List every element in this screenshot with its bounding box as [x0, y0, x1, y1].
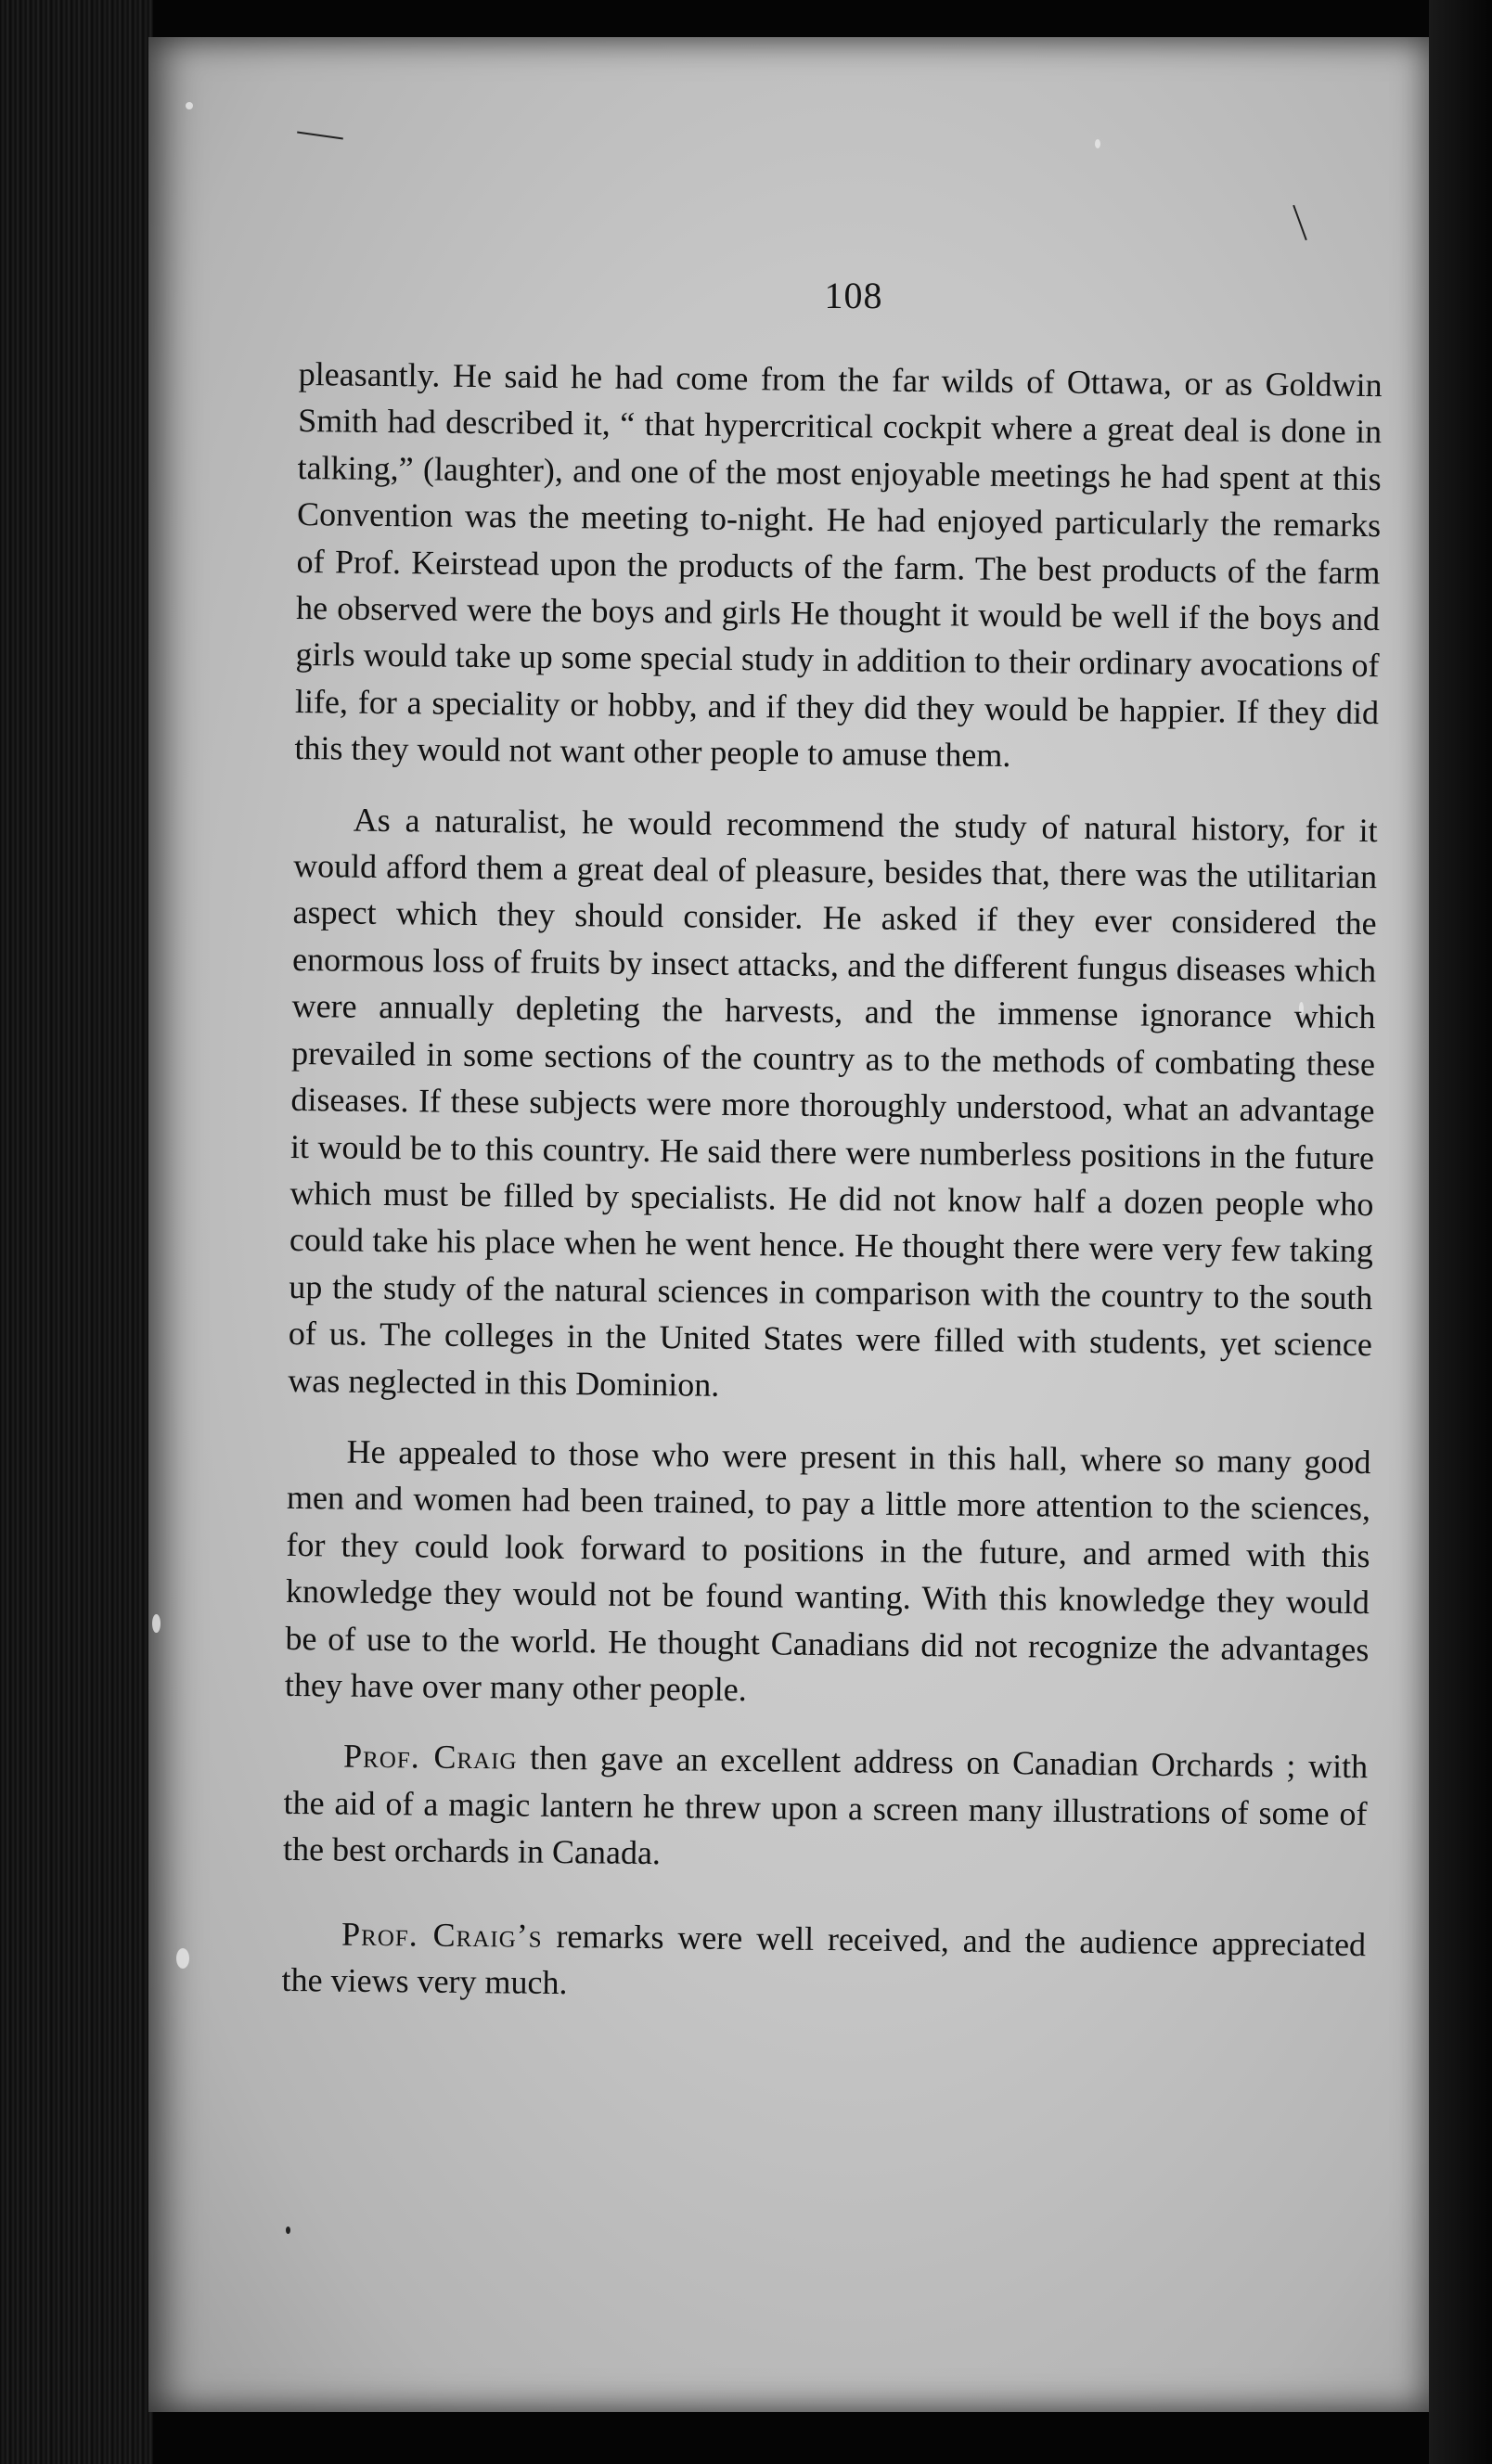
body-text — [281, 351, 1383, 2015]
paragraph-2: As a naturalist, he would recommend the study of natural history, for it would afford them a great deal of pleasure, besides that, there was the utilitarian aspect which they should consider. He asked if they ever considered the enormous loss of fruits by insect attacks, and the different fungus diseases which were annually depleting the harvests, and the immense ignorance which prevailed in some sections of the country as to the methods of combating these diseases. If these subjects were more thoroughly understood, what an advantage it would be to this country. He said there were numberless positions in the future which must be filled by specialists. He did not know half a dozen people who could take his place when he went hence. He thought there were very few taking up the study of the natural sciences in comparison with the country to the south of us. The colleges in the United States were filled with students, yet science was neglected in this Dominion. — [288, 801, 1378, 1404]
paragraph-5-text: remarks were well received, and the audience appreciated the views very much. — [281, 1917, 1367, 2002]
paragraph-5 — [281, 1910, 1366, 2015]
speck — [1095, 139, 1100, 148]
right-shadow — [1429, 0, 1492, 2464]
speaker-name: Prof. Craig’s — [341, 1915, 543, 1955]
speck — [186, 102, 193, 109]
paragraph-3: He appealed to those who were present in this hall, where so many good men and women had been trained, to pay a little more attention to the sciences, for they could look forward to positions in the future, and armed with this knowledge they would not be found wanting. With this knowledge they would be of use to the world. He thought Canadians did not recognize the advantages they have over many other people. — [284, 1432, 1371, 1709]
margin-mark — [297, 132, 343, 140]
speck — [152, 1614, 161, 1633]
margin-mark — [1293, 205, 1307, 240]
paragraph-1: pleasantly. He said he had come from the far wilds of Ottawa, or as Goldwin Smith had described it, “ that hypercritical cockpit where a great deal is done in talking,” (laughter), and one of the most enjoyable meetings he had spent at this Convention was the meeting to-night. He had enjoyed particularly the remarks of Prof. Keirstead upon the products of the farm. The best products of the farm he observed were the boys and girls He thought it would be well if the boys and girls would take up some special study in addition to their ordinary avocations of life, for a speciality or hobby, and if they did they would be happier. If they did this they would not want other people to amuse them. — [294, 354, 1383, 775]
margin-mark — [286, 2227, 290, 2234]
page-number: 108 — [824, 275, 883, 316]
speck — [176, 1948, 189, 1969]
paragraph-4 — [283, 1732, 1369, 1883]
book-edge — [0, 0, 153, 2464]
speaker-name: Prof. Craig — [342, 1737, 518, 1777]
paragraph-4-text: then gave an excellent address on Canadian Orchards ; with the aid of a magic lantern he threw upon a screen many illustrations of some of the best orchards in Canada. — [282, 1739, 1369, 1872]
